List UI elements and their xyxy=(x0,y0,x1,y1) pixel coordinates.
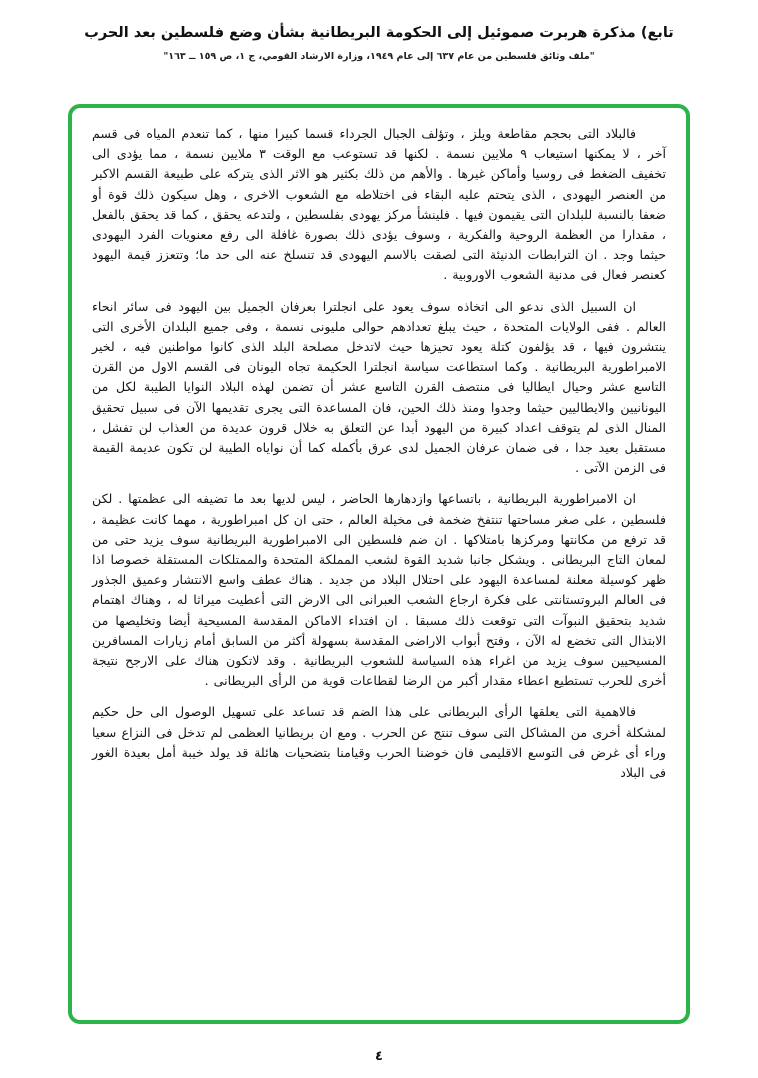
paragraph-1: فالبلاد التى بحجم مقاطعة ويلز ، وتؤلف الجبال الجرداء قسما كبيرا منها ، كما تنعدم المياه فى قسم آخر ، لا يمكنها استيعاب ٩ ملايين نسمة . لكنها قد تستوعب مع الوقت ٣ ملايين نسمة ، مما يؤدى الى تخفيف الضغط فى روسيا وأماكن غيرها . والأهم من ذلك بكثير هو الاثر الذى يتركه على طبيعة القسم الاكبر من العنصر اليهودى ، الذى يتحتم عليه البقاء فى اختلاطه مع الشعوب الاخرى ، وهل سيكون ذلك قوة أو ضعفا بالنسبة للبلدان التى يقيمون فيها . فلينشأ مركز يهودى بفلسطين ، ولتدعه يحقق ، كما قد يحقق بالفعل ، مقدارا من العظمة الروحية والفكرية ، وسوف يؤدى ذلك بصورة غافلة الى رفع معنويات الفرد اليهودى حيثما وجد . ان الترابطات الدنيئة التى لصقت بالاسم اليهودى قد تنسلخ عنه الى حد ما؛ وتتعزز قيمة اليهود كعنصر فعال فى مدنية الشعوب الاوروبية . xyxy=(92,126,666,283)
document-frame xyxy=(68,104,690,1024)
document-source-line: "ملف وثائق فلسطين من عام ٦٣٧ إلى عام ١٩٤٩، وزارة الارشاد القومي، ج ١، ص ١٥٩ ــ ١٦٣" xyxy=(163,50,595,62)
paragraph-4: فالاهمية التى يعلقها الرأى البريطانى على هذا الضم قد تساعد على تسهيل الوصول الى حل حكيم لمشكلة أخرى من المشاكل التى سوف تنتج عن الحرب . ومع ان بريطانيا العظمى لم تدخل فى النزاع سعيا وراء أى غرض فى التوسع الاقليمى فان خوضنا الحرب وقيامنا بتضحيات هائلة قد يولد خيبة أمل بعيدة الغور فى البلاد xyxy=(92,704,666,781)
page-number: ٤ xyxy=(375,1049,383,1064)
document-title: تابع) مذكرة هربرت صموئيل إلى الحكومة البريطانية بشأن وضع فلسطين بعد الحرب xyxy=(84,25,674,41)
paragraph-2: ان السبيل الذى ندعو الى اتخاذه سوف يعود على انجلترا بعرفان الجميل بين اليهود فى سائر انحاء العالم . ففى الولايات المتحدة ، حيث يبلغ تعدادهم حوالى مليونى نسمة ، وفى جميع البلدان الأخرى التى ينتشرون فيها ، قد يؤلفون كتلة يعود تحيزها حيث لاتدخل مصلحة البلد الذى كانوا مواطنين فيه ، لخير الامبراطورية البريطانية . وكما استطاعت سياسة انجلترا الحكيمة تجاه اليونان فى القسم الاول من القرن التاسع عشر وحيال ايطاليا فى منتصف القرن التاسع عشر أن تضمن لهذه البلاد النوايا الطيبة لكل من اليونانيين والايطاليين حيثما وجدوا ومنذ ذلك الحين، فان المساعدة التى يجرى تقديمها الآن فى سبيل تحقيق المنال الذى لم يتوقف اعداد كبيرة من اليهود أبدا عن التعلق به خلال قرون عديدة من العذاب لن تفشل ، مستقبل بعيد جدا ، فى ضمان عرفان الجميل لدى عرق بأكمله كما أن نواياه الطيبة لن تكون عديمة القيمة فى الزمن الآتى . xyxy=(92,298,666,476)
paragraph-3: ان الامبراطورية البريطانية ، باتساعها وازدهارها الحاضر ، ليس لديها بعد ما تضيفه الى عظمتها . لكن فلسطين ، على صغر مساحتها تنتفخ ضخمة فى مخيلة العالم ، حتى ان كل امبراطورية ، مهما كانت عظيمة ، قد ترفع من مكانتها ومركزها بامتلاكها . ان ضم فلسطين الى الامبراطورية البريطانية سوف يزيد حتى من لمعان التاج البريطانى . ويشكل جانبا شديد القوة لشعب المملكة المتحدة والممتلكات المستقلة خصوصا اذا ظهر كوسيلة معلنة لمساعدة اليهود على احتلال البلاد من جديد . هناك عطف واسع الانتشار وعميق الجذور فى العالم البروتستانتى على فكرة ارجاع الشعب العبرانى الى الارض التى أعطيت ميراثا له ، وهناك اهتمام شديد بتحقيق النبوآت التى توقعت ذلك مسبقا . ان افتداء الاماكن المقدسة المسيحية أيضا وتخليصها من الابتذال التى تخضع له الآن ، وفتح أبواب الاراضى المقدسة بسهولة أكثر من السابق أمام زيارات المسافرين المسيحيين سوف يزيد من اغراء هذه السياسة للشعوب البريطانية . وقد لاتكون هناك على الارجح نتيجة أخرى للحرب تستطيع اعطاء مقدار أكبر من الرضا لقطاعات قوية من الرأى البريطانى . xyxy=(92,491,666,689)
